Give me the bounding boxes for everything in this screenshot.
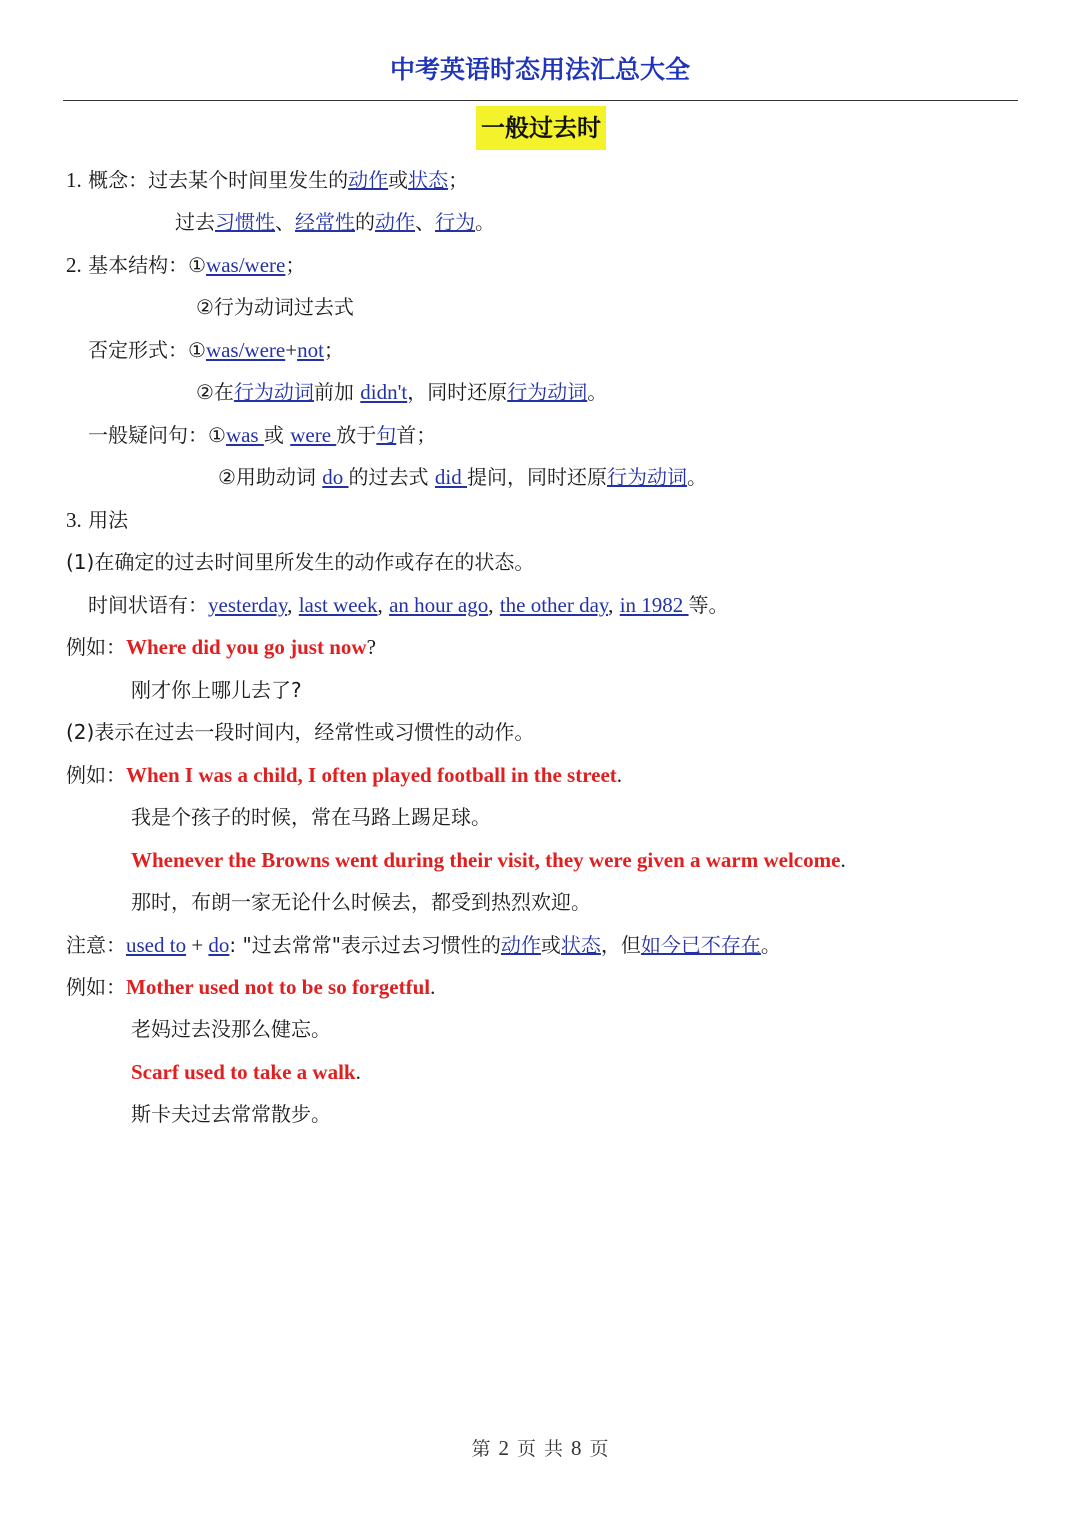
- term-action: 动作: [500, 933, 541, 957]
- term-action-verb: 行为动词: [233, 380, 314, 404]
- negative-label: 否定形式：①: [88, 338, 206, 362]
- question-line-1: [88, 421, 436, 449]
- term-state: 状态: [408, 168, 449, 192]
- footer-text: 共: [544, 1438, 564, 1460]
- text: 、: [415, 210, 435, 234]
- text: ，但: [600, 933, 641, 957]
- term-were: were: [290, 423, 337, 447]
- term-last-week: last week: [298, 593, 378, 617]
- text: 放于: [336, 423, 377, 447]
- term-was-were: was/were: [206, 253, 286, 277]
- text: .: [355, 1060, 361, 1084]
- text: 提问，同时还原: [467, 465, 607, 489]
- example-sentence: Whenever the Browns went during their visit, they were given a warm welcome: [131, 848, 841, 872]
- example-sentence: Scarf used to take a walk: [131, 1060, 356, 1084]
- example-2: [66, 761, 622, 789]
- term-yesterday: yesterday: [208, 593, 288, 617]
- example-4-translation: [131, 1015, 331, 1043]
- text: 或: [388, 168, 409, 192]
- text: 的过去式: [348, 465, 435, 489]
- term-used-to: used to: [126, 933, 187, 957]
- example-label: 例如：: [66, 763, 126, 787]
- text: (2)表示在过去一段时间内，经常性或习惯性的动作。: [66, 720, 535, 744]
- negative-line-2: [196, 378, 607, 406]
- text: ，同时还原: [407, 380, 508, 404]
- example-4: [66, 973, 435, 1001]
- footer-text: 页: [589, 1438, 609, 1460]
- total-pages: 8: [571, 1436, 582, 1460]
- text: ；: [323, 338, 344, 362]
- text: 过去: [175, 210, 215, 234]
- item-number: 1.: [66, 168, 82, 192]
- example-1-translation: [131, 676, 302, 704]
- concept-label: 概念：过去某个时间里发生的: [88, 168, 349, 192]
- term-action: 动作: [348, 168, 389, 192]
- concept-line-2: [175, 208, 495, 236]
- text: +: [285, 338, 298, 362]
- usage-2: [66, 718, 534, 746]
- structure-line-2: [196, 293, 354, 321]
- term-did: did: [434, 465, 467, 489]
- text: 等。: [688, 593, 729, 617]
- example-2-translation: [131, 803, 491, 831]
- example-label: 例如：: [66, 975, 126, 999]
- document-title: 中考英语时态用法汇总大全: [389, 55, 690, 84]
- example-3-translation: [131, 888, 591, 916]
- text: 。: [475, 210, 495, 234]
- text: 的: [355, 210, 375, 234]
- note-line: [66, 931, 781, 959]
- text: +: [186, 933, 209, 957]
- usage-heading: [66, 506, 128, 534]
- structure-line-1: [66, 251, 305, 279]
- term-do: do: [322, 465, 349, 489]
- title-divider: [63, 100, 1018, 101]
- text: ?: [366, 635, 376, 659]
- text: ,: [608, 593, 614, 617]
- text: 。: [760, 933, 781, 957]
- text: : "过去常常"表示过去习惯性的: [229, 933, 501, 957]
- term-habitual: 习惯性: [215, 210, 275, 234]
- text: 。: [587, 380, 608, 404]
- text: ②行为动词过去式: [196, 295, 354, 319]
- text: 或: [263, 423, 291, 447]
- text: .: [430, 975, 436, 999]
- text: ②用助动词: [218, 465, 323, 489]
- term-an-hour-ago: an hour ago: [389, 593, 489, 617]
- term-action-verb: 行为动词: [507, 380, 588, 404]
- example-3: [131, 846, 846, 874]
- text: 前加: [313, 380, 361, 404]
- text: 、: [275, 210, 295, 234]
- translation: 刚才你上哪儿去了?: [131, 678, 302, 702]
- term-state: 状态: [560, 933, 601, 957]
- page-number: 2: [498, 1436, 509, 1460]
- translation: 我是个孩子的时候，常在马路上踢足球。: [131, 805, 491, 829]
- term-was-were: was/were: [205, 338, 286, 362]
- term-frequent: 经常性: [295, 210, 355, 234]
- term-in-1982: in 1982: [619, 593, 689, 617]
- footer-text: 第: [471, 1438, 491, 1460]
- term-behavior: 行为: [435, 210, 475, 234]
- term-no-longer-exists: 如今已不存在: [640, 933, 761, 957]
- concept-line-1: [66, 166, 468, 194]
- example-sentence: When I was a child, I often played football in the street: [126, 763, 617, 787]
- text: .: [616, 763, 623, 787]
- usage-1: [66, 548, 534, 576]
- note-label: 注意：: [66, 933, 126, 957]
- translation: 那时，布朗一家无论什么时候去，都受到热烈欢迎。: [131, 890, 591, 914]
- text: (1)在确定的过去时间里所发生的动作或存在的状态。: [66, 550, 535, 574]
- text: 首；: [396, 423, 437, 447]
- time-adverbials: [88, 591, 729, 619]
- text: ②在: [196, 380, 234, 404]
- structure-label: 基本结构：①: [88, 253, 207, 277]
- text: ,: [287, 593, 293, 617]
- text: .: [840, 848, 846, 872]
- example-5-translation: [131, 1100, 331, 1128]
- term-do: do: [208, 933, 230, 957]
- question-line-2: [218, 463, 707, 491]
- text: ；: [448, 168, 469, 192]
- footer-text: 页: [516, 1438, 536, 1460]
- text: ,: [377, 593, 383, 617]
- example-1: [66, 633, 376, 661]
- item-number: 2.: [66, 253, 82, 277]
- example-sentence: Where did you go just now: [126, 635, 367, 659]
- term-not: not: [297, 338, 324, 362]
- negative-line-1: [88, 336, 344, 364]
- translation: 斯卡夫过去常常散步。: [131, 1102, 331, 1126]
- example-5: [131, 1058, 361, 1086]
- text: ；: [285, 253, 306, 277]
- usage-label: 用法: [88, 508, 129, 532]
- term-didnt: didn't: [360, 380, 408, 404]
- text: ,: [488, 593, 494, 617]
- term-was: was: [225, 423, 264, 447]
- item-number: 3.: [66, 508, 82, 532]
- example-label: 例如：: [66, 635, 126, 659]
- page-footer: [0, 1434, 1080, 1461]
- section-title: 一般过去时: [476, 106, 606, 150]
- term-action: 动作: [375, 210, 415, 234]
- adverbial-label: 时间状语有：: [88, 593, 208, 617]
- example-sentence: Mother used not to be so forgetful: [126, 975, 431, 999]
- term-the-other-day: the other day: [499, 593, 609, 617]
- term-action-verb: 行为动词: [607, 465, 687, 489]
- question-label: 一般疑问句：①: [88, 423, 226, 447]
- translation: 老妈过去没那么健忘。: [131, 1017, 331, 1041]
- text: 或: [540, 933, 561, 957]
- text: 。: [687, 465, 707, 489]
- term-sentence: 句: [376, 423, 397, 447]
